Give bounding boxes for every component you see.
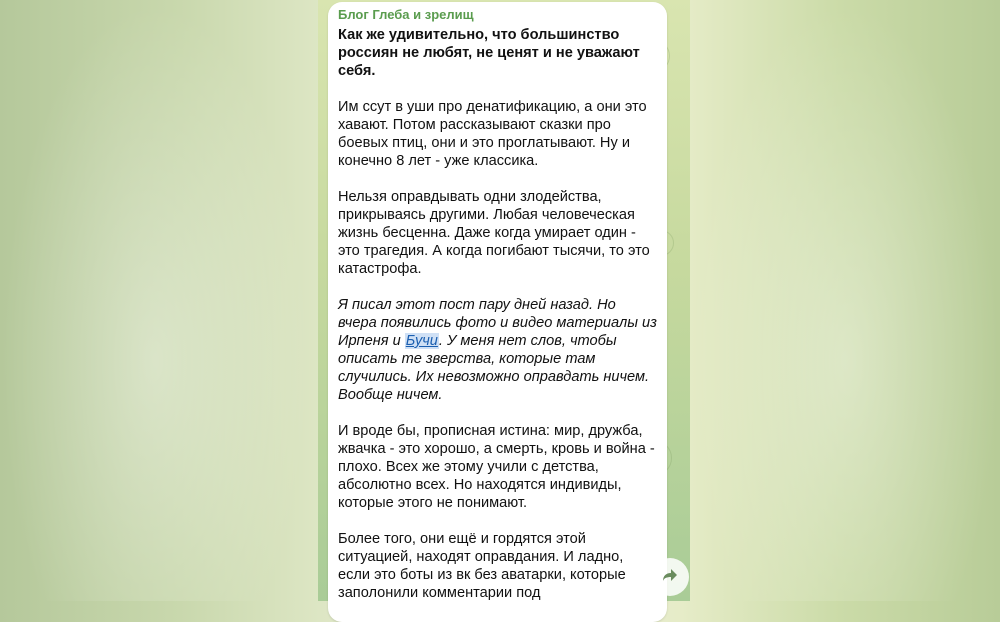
post-paragraph-3 <box>338 296 657 404</box>
blurred-background-right <box>690 0 1000 601</box>
bucha-link[interactable]: Бучи <box>405 333 438 349</box>
post-paragraph-4: И вроде бы, прописная истина: мир, дружба, жвачка - это хорошо, а смерть, кровь и война - плохо. Всех же этому учили с детства, абсолютно всех. Но находятся индивиды, которые этого не понимают. <box>338 423 655 511</box>
post-paragraph-3-start: Я писал этот пост пару дней назад. Но вчера появились фото и видео материалы из Ирпеня и <box>338 297 657 349</box>
message-text <box>338 26 657 602</box>
blurred-background-left <box>0 0 310 601</box>
post-paragraph-2: Нельзя оправдывать одни злодейства, прикрываясь другими. Любая человеческая жизнь бесценна. Даже когда умирает один - это трагедия. А когда погибают тысячи, то это катастрофа. <box>338 189 650 277</box>
share-icon <box>661 566 679 589</box>
post-paragraph-5: Более того, они ещё и гордятся этой ситуацией, находят оправдания. И ладно, если это боты из вк без аватарки, которые заполонили комментарии под <box>338 531 626 601</box>
post-paragraph-1: Им ссут в уши про денатификацию, а они это хавают. Потом рассказывают сказки про боевых птиц, они и это проглатывают. Ну и конечно 8 лет - уже классика. <box>338 99 647 169</box>
post-paragraph-3-end: . У меня нет слов, чтобы описать те зверства, которые там случились. Их невозможно оправдать ничем. Вообще ничем. <box>338 333 650 403</box>
channel-name[interactable]: Блог Глеба и зрелищ <box>338 7 474 22</box>
message-bubble[interactable] <box>328 2 667 622</box>
post-title: Как же удивительно, что большинство россиян не любят, не ценят и не уважают себя. <box>338 27 640 79</box>
share-button[interactable] <box>651 558 689 596</box>
